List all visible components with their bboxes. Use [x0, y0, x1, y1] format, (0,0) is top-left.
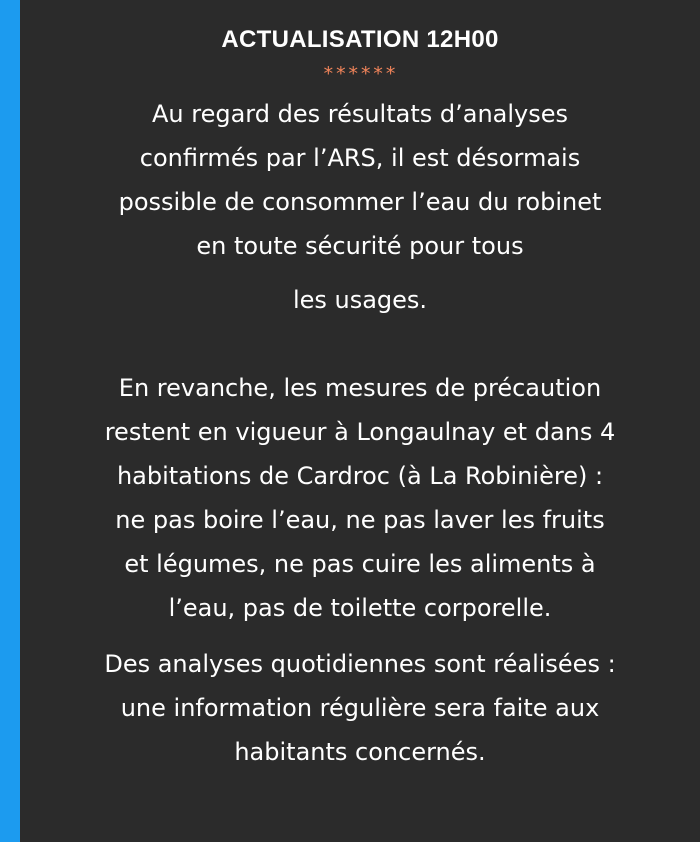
- separator-stars: ******: [322, 63, 398, 85]
- paragraph-line: Des analyses quotidiennes sont réalisées :: [104, 650, 616, 678]
- paragraph-line: les usages.: [292, 286, 428, 314]
- paragraph-line: habitants concernés.: [234, 738, 486, 766]
- accent-bar: [0, 0, 20, 842]
- paragraph-line: possible de consommer l’eau du robinet: [118, 188, 602, 216]
- paragraph-precautions: [20, 366, 700, 630]
- paragraph-line: et légumes, ne pas cuire les aliments à: [124, 550, 596, 578]
- notice-title: ACTUALISATION 12H00: [221, 26, 499, 53]
- paragraph-line: une information régulière sera faite aux: [120, 694, 600, 722]
- paragraph-line: l’eau, pas de toilette corporelle.: [168, 594, 552, 622]
- paragraph-line: en toute sécurité pour tous: [196, 232, 524, 260]
- paragraph-line: ne pas boire l’eau, ne pas laver les fruits: [115, 506, 605, 534]
- paragraph-line: En revanche, les mesures de précaution: [118, 374, 602, 402]
- paragraph-line: habitations de Cardroc (à La Robinière) :: [116, 462, 604, 490]
- paragraph-line: confirmés par l’ARS, il est désormais: [139, 144, 581, 172]
- paragraph-water-safe: [20, 92, 700, 322]
- paragraph-daily-analyses: [20, 642, 700, 774]
- notice-content: [20, 0, 700, 842]
- paragraph-line: restent en vigueur à Longaulnay et dans 4: [104, 418, 616, 446]
- paragraph-line: Au regard des résultats d’analyses: [151, 100, 569, 128]
